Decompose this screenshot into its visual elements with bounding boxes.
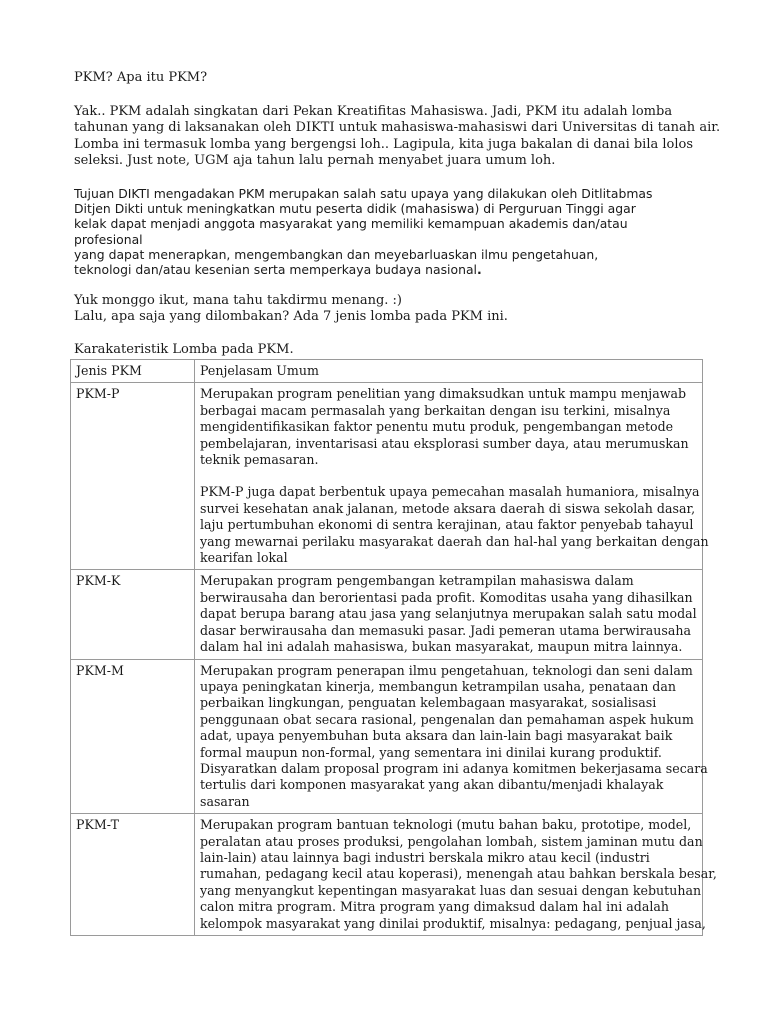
penjelasan-line: PKM-P juga dapat berbentuk upaya pemecahan masalah humaniora, misalnya: [200, 484, 700, 500]
goal-line-text: teknologi dan/atau kesenian serta memperkaya budaya nasional: [74, 262, 477, 278]
goal-line: yang dapat menerapkan, mengembangkan dan meyebarluaskan ilmu pengetahuan,: [74, 246, 599, 262]
header-penjelasan-umum: Penjelasam Umum: [195, 360, 703, 383]
penjelasan-line: pembelajaran, inventarisasi atau eksplorasi sumber daya, atau merumuskan: [200, 435, 689, 451]
penjelasan-line: teknik pemasaran.: [200, 452, 319, 468]
table-row-pkm-p: [71, 383, 703, 570]
table-header-row: [71, 360, 703, 383]
document-title: PKM? Apa itu PKM?: [74, 70, 208, 85]
penjelasan-line: Merupakan program penerapan ilmu pengetahuan, teknologi dan seni dalam: [200, 662, 693, 678]
goal-end-period: .: [476, 262, 482, 278]
penjelasan-line: Disyaratkan dalam proposal program ini adanya komitmen bekerjasama secara: [200, 760, 708, 776]
penjelasan-line: survei kesehatan anak jalanan, metode aksara daerah di siswa sekolah dasar,: [200, 500, 696, 516]
penjelasan-line: tertulis dari komponen masyarakat yang akan dibantu/menjadi khalayak: [200, 777, 664, 793]
penjelasan-line: Merupakan program penelitian yang dimaksudkan untuk mampu menjawab: [200, 386, 687, 402]
goal-line: Ditjen Dikti untuk meningkatkan mutu peserta didik (mahasiswa) di Perguruan Tinggi agar: [74, 201, 636, 217]
penjelasan-line: formal maupun non-formal, yang sementara ini dinilai kurang produktif.: [200, 744, 662, 760]
intro-line: seleksi. Just note, UGM aja tahun lalu pernah menyabet juara umum loh.: [74, 153, 556, 169]
penjelasan-paragraph: [200, 386, 697, 468]
penjelasan-line: lain-lain) atau lainnya bagi industri berskala mikro atau kecil (industri: [200, 849, 650, 865]
penjelasan-line: mengidentifikasikan faktor penentu mutu produk, pengembangan metode: [200, 419, 674, 435]
paragraph-gap: [200, 468, 697, 484]
pkm-characteristics-table: [70, 359, 717, 936]
penjelasan-line: dalam hal ini adalah mahasiswa, bukan masyarakat, maupun mitra lainnya.: [200, 639, 683, 655]
goal-line: [74, 262, 714, 277]
intro-line: tahunan yang di laksanakan oleh DIKTI untuk mahasiswa-mahasiswi dari Universitas di tanah air.: [74, 120, 721, 136]
penjelasan-line: peralatan atau proses produksi, pengolahan lombah, sistem jaminan mutu dan: [200, 833, 703, 849]
penjelasan-line: adat, upaya penyembuhan buta aksara dan lain-lain bagi masyarakat baik: [200, 728, 673, 744]
goal-paragraph: [74, 186, 714, 277]
penjelasan-line: perbaikan lingkungan, penguatan kelembagaan masyarakat, sosialisasi: [200, 695, 657, 711]
penjelasan-line: rumahan, pedagang kecil atau koperasi), menengah atau bahkan berskala besar,: [200, 866, 717, 882]
penjelasan-line: sasaran: [200, 793, 250, 809]
goal-line: kelak dapat menjadi anggota masyarakat yang memiliki kemampuan akademis dan/atau: [74, 216, 628, 232]
goal-line: Tujuan DIKTI mengadakan PKM merupakan salah satu upaya yang dilakukan oleh Ditlitabmas: [74, 186, 653, 201]
penjelasan-line: upaya peningkatan kinerja, membangun ketrampilan usaha, penataan dan: [200, 678, 676, 694]
penjelasan-line: laju pertumbuhan ekonomi di sentra kerajinan, atau faktor penyebab tahayul: [200, 517, 694, 533]
penjelasan-line: yang menyangkut kepentingan masyarakat luas dan sesuai dengan kebutuhan: [200, 882, 702, 898]
table-row-pkm-m: [71, 659, 703, 814]
row-jenis: PKM-K: [71, 570, 195, 659]
invite-line: Yuk monggo ikut, mana tahu takdirmu menang. :): [74, 293, 402, 308]
row-penjelasan: [195, 814, 717, 936]
intro-line: Yak.. PKM adalah singkatan dari Pekan Kreatifitas Mahasiswa. Jadi, PKM itu adalah lomba: [74, 104, 673, 119]
intro-paragraph: [74, 104, 721, 170]
intro-line: Lomba ini termasuk lomba yang bergengsi loh.. Lagipula, kita juga bakalan di danai bila lolos: [74, 136, 694, 152]
row-penjelasan: [195, 570, 703, 659]
penjelasan-line: kearifan lokal: [200, 550, 288, 566]
row-jenis: PKM-P: [71, 383, 195, 570]
row-jenis: PKM-T: [71, 814, 195, 936]
row-penjelasan: [195, 383, 709, 570]
penjelasan-line: berbagai macam permasalah yang berkaitan dengan isu terkini, misalnya: [200, 402, 671, 418]
row-penjelasan: [195, 659, 708, 814]
penjelasan-line: kelompok masyarakat yang dinilai produktif, misalnya: pedagang, penjual jasa,: [200, 915, 706, 931]
question-line: Lalu, apa saja yang dilombakan? Ada 7 jenis lomba pada PKM ini.: [74, 309, 508, 324]
table-row-pkm-k: [71, 570, 703, 659]
penjelasan-line: dapat berupa barang atau jasa yang selanjutnya merupakan salah satu modal: [200, 606, 697, 622]
penjelasan-line: Merupakan program bantuan teknologi (mutu bahan baku, prototipe, model,: [200, 817, 692, 833]
penjelasan-line: calon mitra program. Mitra program yang dimaksud dalam hal ini adalah: [200, 899, 669, 915]
table-caption: Karakateristik Lomba pada PKM.: [74, 342, 294, 357]
goal-line: profesional: [74, 231, 143, 247]
penjelasan-line: yang mewarnai perilaku masyarakat daerah dan hal-hal yang berkaitan dengan: [200, 533, 709, 549]
penjelasan-line: penggunaan obat secara rasional, pengenalan dan pemahaman aspek hukum: [200, 711, 694, 727]
penjelasan-paragraph: [200, 484, 709, 566]
row-jenis: PKM-M: [71, 659, 195, 814]
header-jenis-pkm: Jenis PKM: [71, 360, 195, 383]
penjelasan-line: dasar berwirausaha dan memasuki pasar. Jadi pemeran utama berwirausaha: [200, 622, 691, 638]
table-row-pkm-t: [71, 814, 703, 936]
penjelasan-line: berwirausaha dan berorientasi pada profit. Komoditas usaha yang dihasilkan: [200, 589, 693, 605]
penjelasan-line: Merupakan program pengembangan ketrampilan mahasiswa dalam: [200, 573, 634, 589]
